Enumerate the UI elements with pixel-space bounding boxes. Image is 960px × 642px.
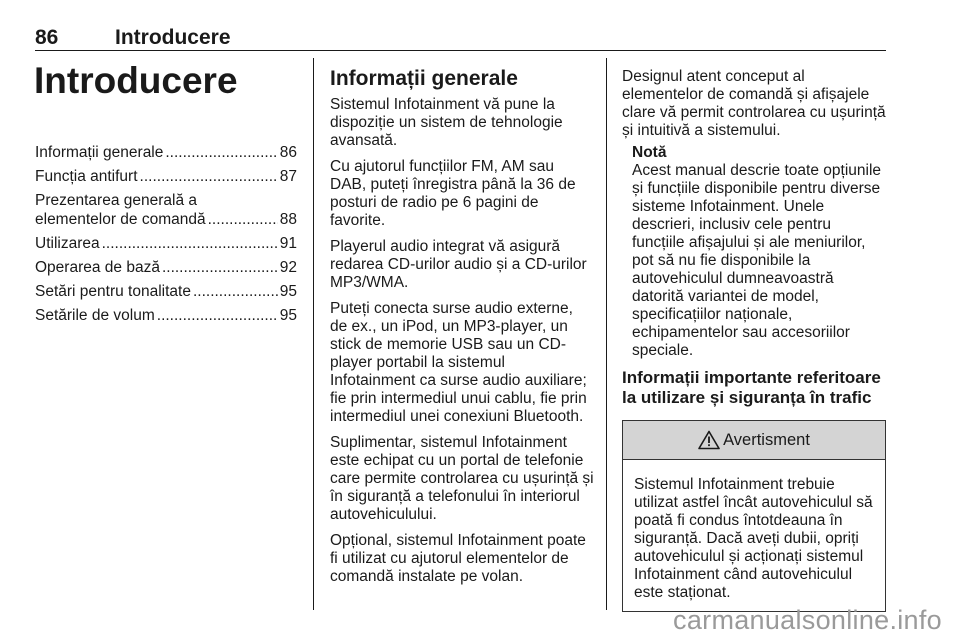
toc-leader [165,143,277,162]
toc-entry[interactable] [35,191,297,229]
toc-page: 88 [279,211,297,228]
subsection-heading: Informații importante referitoare la utilizare și siguranța în trafic [622,368,881,407]
toc-label: Informații generale [35,144,164,161]
note-box [632,144,886,360]
toc-leader [208,210,278,229]
warning-title: Avertisment [723,431,810,449]
watermark: carmanualsonline.info [673,605,942,635]
general-info-column [330,68,594,594]
right-column [622,68,886,612]
toc-entry[interactable] [35,167,297,186]
toc-leader [157,306,278,325]
toc-label: Operarea de bază [35,259,160,276]
paragraph: Sistemul Infotainment vă pune la dispoziție un sistem de tehnologie avansată. [330,96,563,149]
column-divider-1 [313,58,314,610]
paragraph: Opțional, sistemul Infotainment poate fi utilizat cu ajutorul elementelor de comandă instalate pe volan. [330,532,586,585]
warning-header [623,421,885,460]
paragraph: Designul atent conceput al elementelor de comandă și afișajele clare vă permit controlarea cu ușurință și intuitivă a sistemului. [622,68,886,139]
paragraph: Playerul audio integrat vă asigură redarea CD-urilor audio și a CD-urilor MP3/WMA. [330,238,587,291]
paragraph: Suplimentar, sistemul Infotainment este echipat cu un portal de telefonie care permite controlarea cu ușurință și în siguranță a telefonului în interiorul autovehiculului. [330,434,594,523]
note-title: Notă [632,144,667,161]
warning-triangle-icon [698,430,720,450]
toc-entry[interactable] [35,234,297,253]
toc-entry[interactable] [35,306,297,325]
toc-page: 91 [279,235,297,252]
table-of-contents [35,143,297,330]
toc-page: 87 [279,168,297,185]
section-heading: Informații generale [330,67,518,90]
toc-label: Setări pentru tonalitate [35,283,191,300]
toc-page: 95 [279,307,297,324]
toc-entry[interactable] [35,143,297,162]
toc-label: Setările de volum [35,307,155,324]
toc-leader [140,167,278,186]
toc-page: 92 [279,259,297,276]
toc-label: Funcția antifurt [35,168,138,185]
column-divider-2 [606,58,607,610]
toc-leader [102,234,278,253]
toc-leader [162,258,278,277]
note-text: Acest manual descrie toate opțiunile și funcțiile disponibile pentru diverse sisteme Infotainment. Unele descrieri, inclusiv cele pentru funcțiile afișajului și ale meniurilor, pot să nu fie disponibile la autovehiculul dumneavoastră datorită variantei de model, specificațiilor naționale, echipamentelor sau accesoriilor speciale. [632,162,882,359]
toc-page: 95 [279,283,297,300]
toc-page: 86 [279,144,297,161]
toc-entry[interactable] [35,258,297,277]
paragraph: Puteți conecta surse audio externe, de ex., un iPod, un MP3-player, un stick de memorie USB sau un CD-player portabil la sistemul Infotainment ca surse audio auxiliare; fie prin intermediul unui cablu, fie prin intermediul unei conexiuni Bluetooth. [330,300,587,425]
chapter-title: Introducere [34,60,238,101]
warning-box [622,420,886,612]
header-rule [35,50,886,51]
paragraph: Cu ajutorul funcțiilor FM, AM sau DAB, puteți înregistra până la 36 de posturi de radio pe 6 pagini de favorite. [330,158,576,229]
toc-label: Utilizarea [35,235,100,252]
running-section-title: Introducere [115,26,231,49]
warning-text: Sistemul Infotainment trebuie utilizat astfel încât autovehiculul să poată fi condus întotdeauna în siguranță. Dacă aveți dubii, opriți autovehiculul și acționați sistemul Infotainment când autovehiculul este staționat. [634,476,873,601]
toc-label: Prezentarea generală a [35,192,198,209]
toc-label: elementelor de comandă [35,211,206,228]
page-number: 86 [35,26,59,49]
toc-entry[interactable] [35,282,297,301]
toc-leader [193,282,278,301]
